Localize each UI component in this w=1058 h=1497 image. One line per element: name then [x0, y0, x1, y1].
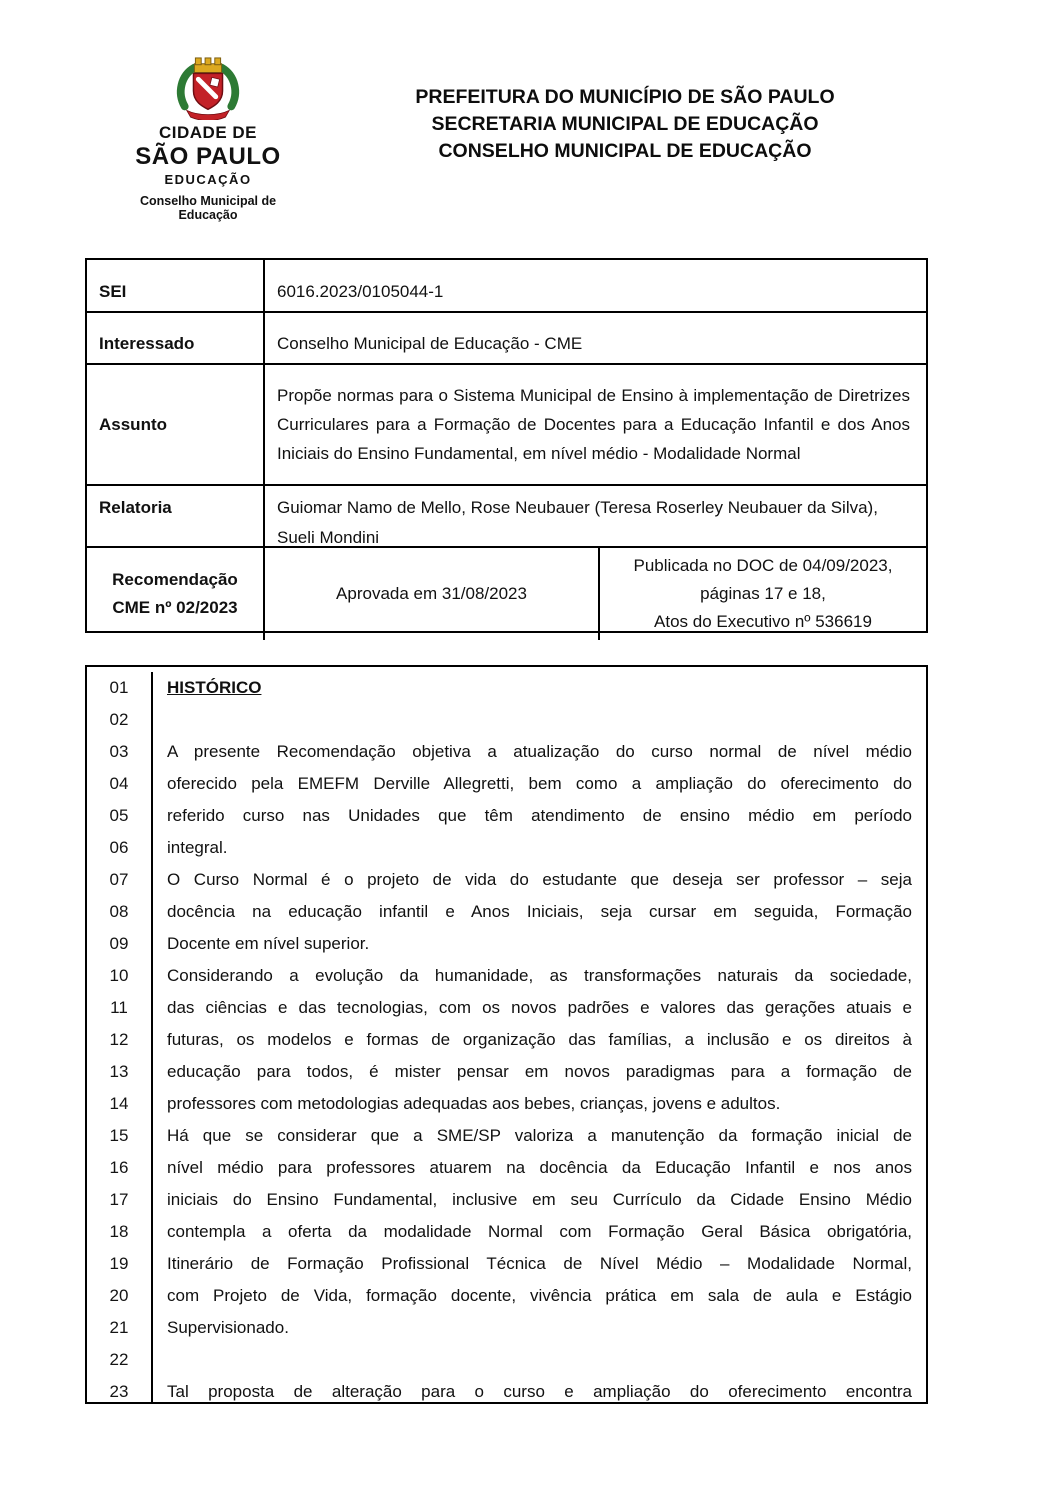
- line-text: professores com metodologias adequadas aos bebes, crianças, jovens e adultos.: [167, 1094, 781, 1113]
- line-number: 01: [87, 672, 153, 704]
- info-value-interessado: Conselho Municipal de Educação - CME: [277, 334, 583, 353]
- line-number: 14: [87, 1088, 153, 1120]
- content-line-row: [87, 672, 926, 704]
- line-number: 20: [87, 1280, 153, 1312]
- logo-text-cidade-de: CIDADE DE: [158, 123, 257, 142]
- line-number: 08: [87, 896, 153, 928]
- city-logo: [112, 56, 304, 223]
- line-text: Considerando a evolução da humanidade, as transformações naturais da sociedade,: [167, 966, 912, 985]
- info-table: [85, 258, 928, 633]
- content-line-row: [87, 896, 926, 928]
- line-text: iniciais do Ensino Fundamental, inclusive em seu Currículo da Cidade Ensino Médio: [167, 1190, 912, 1209]
- line-text: referido curso nas Unidades que têm atendimento de ensino médio em período: [167, 806, 912, 825]
- org-line-conselho: CONSELHO MUNICIPAL DE EDUCAÇÃO: [438, 140, 812, 162]
- content-line-row: [87, 1376, 926, 1404]
- line-text: [153, 1344, 926, 1376]
- line-number: 21: [87, 1312, 153, 1344]
- line-number: 10: [87, 960, 153, 992]
- line-number: 18: [87, 1216, 153, 1248]
- content-line-row: [87, 960, 926, 992]
- info-value-relatoria: Guiomar Namo de Mello, Rose Neubauer (Teresa Roserley Neubauer da Silva), Sueli Mondini: [277, 498, 878, 547]
- logo-text-sao-paulo: SÃO PAULO: [135, 142, 281, 170]
- line-text: Docente em nível superior.: [167, 934, 370, 953]
- line-number: 22: [87, 1344, 153, 1376]
- published-line2: páginas 17 e 18,: [700, 584, 826, 603]
- recommendation-published: [600, 548, 926, 640]
- info-row-relatoria: [87, 484, 926, 546]
- line-text: O Curso Normal é o projeto de vida do estudante que deseja ser professor – seja: [167, 870, 912, 889]
- info-value-assunto: Propõe normas para o Sistema Municipal de Ensino à implementação de Diretrizes Curriculares para a Formação de Docentes para a Educação Infantil e dos Anos Iniciais do Ensino Fundamental, em nível médio - Modalidade Normal: [277, 386, 910, 463]
- info-row-sei: [87, 260, 926, 311]
- content-line-row: [87, 1088, 926, 1120]
- line-number: 23: [87, 1376, 153, 1404]
- line-text: oferecido pela EMEFM Derville Allegretti, bem como a ampliação do oferecimento do: [167, 774, 912, 793]
- line-number: 16: [87, 1152, 153, 1184]
- recommendation-approved: Aprovada em 31/08/2023: [265, 548, 600, 640]
- info-label-assunto: Assunto: [87, 365, 265, 484]
- info-row-recomendacao: [87, 546, 926, 631]
- content-line-row: [87, 832, 926, 864]
- line-number: 13: [87, 1056, 153, 1088]
- content-line-row: [87, 736, 926, 768]
- line-number: 09: [87, 928, 153, 960]
- recommendation-label: [87, 548, 265, 640]
- line-number: 04: [87, 768, 153, 800]
- body-text-table: [85, 665, 928, 1404]
- line-text: das ciências e das tecnologias, com os novos padrões e valores das gerações atuais e: [167, 998, 912, 1017]
- line-text: educação para todos, é mister pensar em novos paradigmas para a formação de: [167, 1062, 912, 1081]
- content-line-row: [87, 864, 926, 896]
- sao-paulo-coat-of-arms-icon: [169, 56, 247, 120]
- line-number: 03: [87, 736, 153, 768]
- content-line-row: [87, 800, 926, 832]
- line-number: 02: [87, 704, 153, 736]
- line-number: 07: [87, 864, 153, 896]
- line-text: docência na educação infantil e Anos Iniciais, seja cursar em seguida, Formação: [167, 902, 912, 921]
- line-text: A presente Recomendação objetiva a atualização do curso normal de nível médio: [167, 742, 912, 761]
- line-text: nível médio para professores atuarem na docência da Educação Infantil e nos anos: [167, 1158, 912, 1177]
- published-line1: Publicada no DOC de 04/09/2023,: [633, 556, 893, 575]
- line-text: Itinerário de Formação Profissional Técnica de Nível Médio – Modalidade Normal,: [167, 1254, 912, 1273]
- line-text: contempla a oferta da modalidade Normal com Formação Geral Básica obrigatória,: [167, 1222, 912, 1241]
- content-line-row: [87, 704, 926, 736]
- content-line-row: [87, 928, 926, 960]
- content-line-row: [87, 1216, 926, 1248]
- published-line3: Atos do Executivo nº 536619: [654, 612, 872, 631]
- content-line-row: [87, 1152, 926, 1184]
- info-label-relatoria: Relatoria: [87, 486, 265, 557]
- line-text: Há que se considerar que a SME/SP valoriza a manutenção da formação inicial de: [167, 1126, 912, 1145]
- line-number: 12: [87, 1024, 153, 1056]
- line-number: 19: [87, 1248, 153, 1280]
- content-line-row: [87, 1248, 926, 1280]
- content-line-row: [87, 1056, 926, 1088]
- org-line-prefeitura: PREFEITURA DO MUNICÍPIO DE SÃO PAULO: [415, 86, 835, 108]
- line-number: 17: [87, 1184, 153, 1216]
- line-text: integral.: [167, 838, 228, 857]
- content-line-row: [87, 992, 926, 1024]
- info-row-assunto: [87, 363, 926, 484]
- content-line-row: [87, 1024, 926, 1056]
- recommendation-label-line2: CME nº 02/2023: [112, 598, 238, 617]
- content-line-row: [87, 768, 926, 800]
- logo-text-conselho: Conselho Municipal de Educação: [139, 194, 277, 223]
- line-number: 11: [87, 992, 153, 1024]
- line-text: HISTÓRICO: [167, 678, 262, 697]
- line-text: com Projeto de Vida, formação docente, vivência prática em sala de aula e Estágio: [167, 1286, 912, 1305]
- line-text: futuras, os modelos e formas de organização das famílias, a inclusão e os direitos à: [167, 1030, 912, 1049]
- org-title-block: [334, 84, 916, 165]
- line-text: [153, 704, 926, 736]
- info-value-sei: 6016.2023/0105044-1: [277, 282, 444, 301]
- content-line-row: [87, 1184, 926, 1216]
- line-text: Supervisionado.: [167, 1318, 289, 1337]
- content-line-row: [87, 1120, 926, 1152]
- line-number: 15: [87, 1120, 153, 1152]
- logo-text-educacao: EDUCAÇÃO: [164, 172, 252, 188]
- line-text: Tal proposta de alteração para o curso e ampliação do oferecimento encontra: [167, 1382, 912, 1401]
- line-number: 05: [87, 800, 153, 832]
- recommendation-label-line1: Recomendação: [112, 570, 238, 589]
- info-label-sei: SEI: [87, 260, 265, 311]
- info-row-interessado: [87, 311, 926, 363]
- line-number: 06: [87, 832, 153, 864]
- content-line-row: [87, 1280, 926, 1312]
- org-line-secretaria: SECRETARIA MUNICIPAL DE EDUCAÇÃO: [431, 113, 819, 135]
- info-label-interessado: Interessado: [87, 313, 265, 363]
- content-line-row: [87, 1344, 926, 1376]
- content-line-row: [87, 1312, 926, 1344]
